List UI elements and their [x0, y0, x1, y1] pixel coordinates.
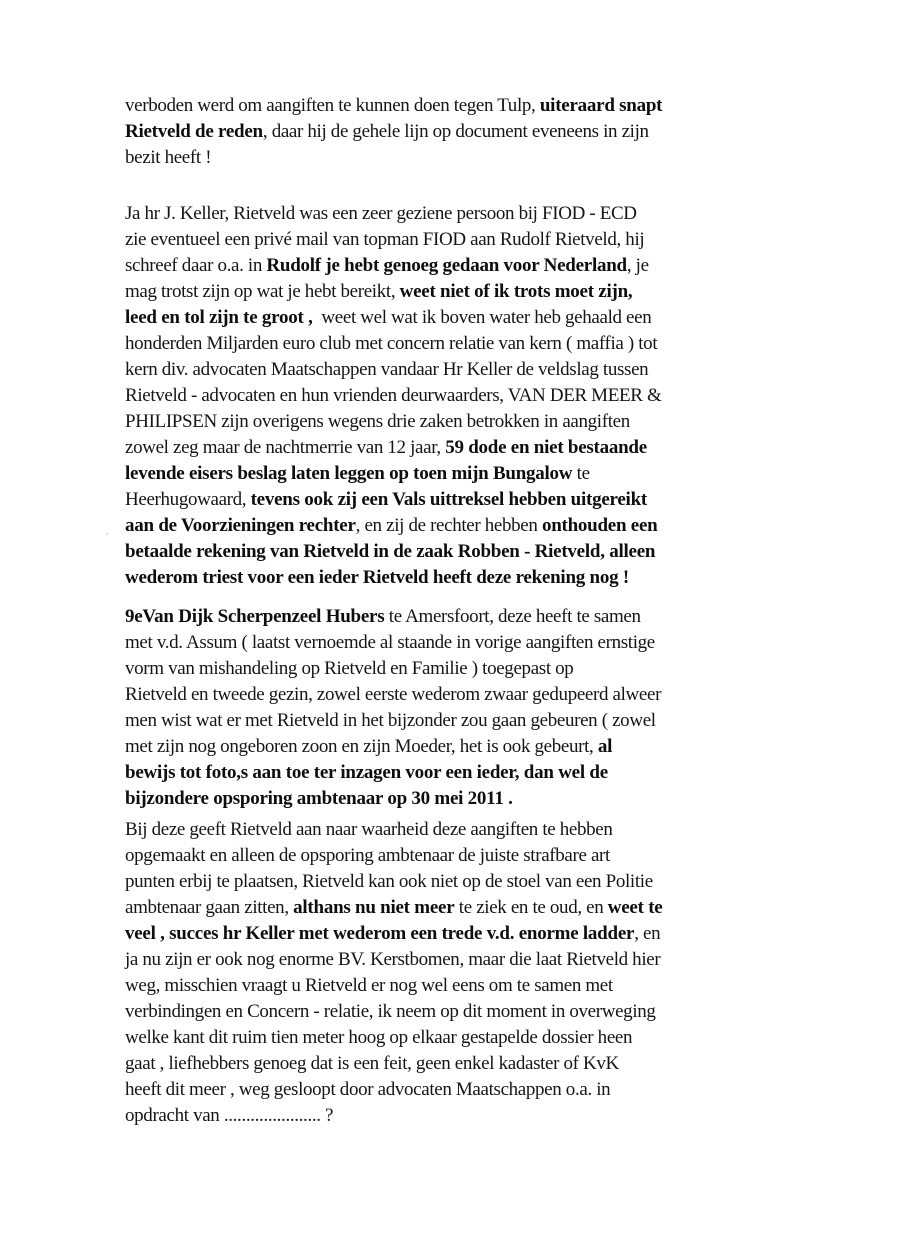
bold-text-run: al: [597, 736, 613, 757]
bold-text-run: levende eisers beslag laten leggen op toen mijn Bungalow: [125, 463, 573, 484]
text-line: [125, 817, 825, 843]
text-run: verbindingen en Concern - relatie, ik neem op dit moment in overweging: [125, 1001, 656, 1022]
text-line: [125, 227, 825, 253]
text-line: [125, 331, 825, 357]
text-run: te Amersfoort, deze heeft te samen: [384, 606, 641, 627]
scan-speck: [106, 533, 108, 535]
bold-text-run: althans nu niet meer: [293, 897, 455, 918]
text-line: [125, 1103, 825, 1129]
text-run: , daar hij de gehele lijn op document eveneens in zijn: [262, 121, 649, 142]
bold-text-run: onthouden een: [541, 515, 658, 536]
bold-text-run: 59 dode en niet bestaande: [445, 437, 647, 458]
text-run: men wist wat er met Rietveld in het bijzonder zou gaan gebeuren ( zowel: [125, 710, 656, 731]
text-run: mag trotst zijn op wat je hebt bereikt,: [125, 281, 400, 302]
text-line: [125, 604, 825, 630]
text-line: [125, 786, 825, 812]
text-line: [125, 93, 825, 119]
text-line: [125, 461, 825, 487]
text-run: Rietveld en tweede gezin, zowel eerste wederom zwaar gedupeerd alweer: [125, 684, 662, 705]
text-run: zowel zeg maar de nachtmerrie van 12 jaar,: [125, 437, 446, 458]
text-line: [125, 201, 825, 227]
text-line: [125, 630, 825, 656]
text-run: verboden werd om aangiften te kunnen doen tegen Tulp,: [125, 95, 540, 116]
text-line: [125, 487, 825, 513]
text-run: ambtenaar gaan zitten,: [125, 897, 294, 918]
text-line: [125, 435, 825, 461]
bold-text-run: veel , succes hr Keller met wederom een trede v.d. enorme ladder: [125, 923, 635, 944]
bold-text-run: Rietveld de reden: [125, 121, 263, 142]
text-run: heeft dit meer , weg gesloopt door advocaten Maatschappen o.a. in: [125, 1079, 611, 1100]
text-line: [125, 253, 825, 279]
text-line: [125, 973, 825, 999]
text-line: [125, 843, 825, 869]
paragraph-4: [125, 817, 825, 1129]
text-line: [125, 682, 825, 708]
text-run: PHILIPSEN zijn overigens wegens drie zaken betrokken in aangiften: [125, 411, 630, 432]
text-run: met v.d. Assum ( laatst vernoemde al staande in vorige aangiften ernstige: [125, 632, 655, 653]
bold-text-run: weet niet of ik trots moet zijn,: [399, 281, 633, 302]
text-line: [125, 869, 825, 895]
text-line: [125, 921, 825, 947]
text-line: [125, 734, 825, 760]
text-run: vorm van mishandeling op Rietveld en Familie ) toegepast op: [125, 658, 574, 679]
text-run: kern div. advocaten Maatschappen vandaar Hr Keller de veldslag tussen: [125, 359, 649, 380]
text-run: , en zij de rechter hebben: [355, 515, 542, 536]
text-run: , en: [634, 923, 661, 944]
text-run: Bij deze geeft Rietveld aan naar waarheid deze aangiften te hebben: [125, 819, 613, 840]
text-line: [125, 539, 825, 565]
text-run: , je: [626, 255, 649, 276]
text-run: met zijn nog ongeboren zoon en zijn Moeder, het is ook gebeurt,: [125, 736, 598, 757]
text-line: [125, 305, 825, 331]
text-run: punten erbij te plaatsen, Rietveld kan ook niet op de stoel van een Politie: [125, 871, 653, 892]
text-run: weet wel wat ik boven water heb gehaald een: [312, 307, 652, 328]
bold-text-run: aan de Voorzieningen rechter: [125, 515, 356, 536]
text-run: bezit heeft !: [125, 147, 212, 168]
paragraph-2: [125, 201, 825, 591]
text-line: [125, 1025, 825, 1051]
text-run: opgemaakt en alleen de opsporing ambtenaar de juiste strafbare art: [125, 845, 610, 866]
text-run: zie eventueel een privé mail van topman FIOD aan Rudolf Rietveld, hij: [125, 229, 645, 250]
text-run: schreef daar o.a. in: [125, 255, 267, 276]
text-line: [125, 895, 825, 921]
text-line: [125, 383, 825, 409]
paragraph-1: [125, 93, 825, 171]
text-run: Rietveld - advocaten en hun vrienden deurwaarders, VAN DER MEER &: [125, 385, 662, 406]
bold-text-run: bewijs tot foto,s aan toe ter inzagen voor een ieder, dan wel de: [125, 762, 608, 783]
text-run: gaat , liefhebbers genoeg dat is een feit, geen enkel kadaster of KvK: [125, 1053, 619, 1074]
bold-text-run: betaalde rekening van Rietveld in de zaak Robben - Rietveld, alleen: [125, 541, 656, 562]
bold-text-run: bijzondere opsporing ambtenaar op 30 mei 2011 .: [125, 788, 513, 809]
text-run: Ja hr J. Keller, Rietveld was een zeer geziene persoon bij FIOD - ECD: [125, 203, 637, 224]
bold-text-run: weet te: [607, 897, 663, 918]
bold-text-run: Rudolf je hebt genoeg gedaan voor Nederland: [266, 255, 627, 276]
text-line: [125, 1077, 825, 1103]
text-run: opdracht van ...................... ?: [125, 1105, 334, 1126]
text-run: weg, misschien vraagt u Rietveld er nog wel eens om te samen met: [125, 975, 613, 996]
paragraph-3: [125, 604, 825, 812]
bold-text-run: wederom triest voor een ieder Rietveld heeft deze rekening nog !: [125, 567, 629, 588]
text-line: [125, 565, 825, 591]
text-run: welke kant dit ruim tien meter hoog op elkaar gestapelde dossier heen: [125, 1027, 633, 1048]
text-line: [125, 947, 825, 973]
text-run: te: [572, 463, 590, 484]
text-line: [125, 145, 825, 171]
text-line: [125, 357, 825, 383]
text-run: ja nu zijn er ook nog enorme BV. Kerstbomen, maar die laat Rietveld hier: [125, 949, 661, 970]
text-line: [125, 513, 825, 539]
text-line: [125, 999, 825, 1025]
text-line: [125, 1051, 825, 1077]
text-line: [125, 760, 825, 786]
text-run: te ziek en te oud, en: [454, 897, 608, 918]
bold-text-run: leed en tol zijn te groot ,: [125, 307, 313, 328]
bold-text-run: 9eVan Dijk Scherpenzeel Hubers: [125, 606, 385, 627]
text-line: [125, 708, 825, 734]
text-run: Heerhugowaard,: [125, 489, 251, 510]
text-line: [125, 409, 825, 435]
text-line: [125, 656, 825, 682]
bold-text-run: tevens ook zij een Vals uittreksel hebben uitgereikt: [250, 489, 647, 510]
text-line: [125, 119, 825, 145]
text-run: honderden Miljarden euro club met concern relatie van kern ( maffia ) tot: [125, 333, 658, 354]
bold-text-run: uiteraard snapt: [539, 95, 663, 116]
text-line: [125, 279, 825, 305]
